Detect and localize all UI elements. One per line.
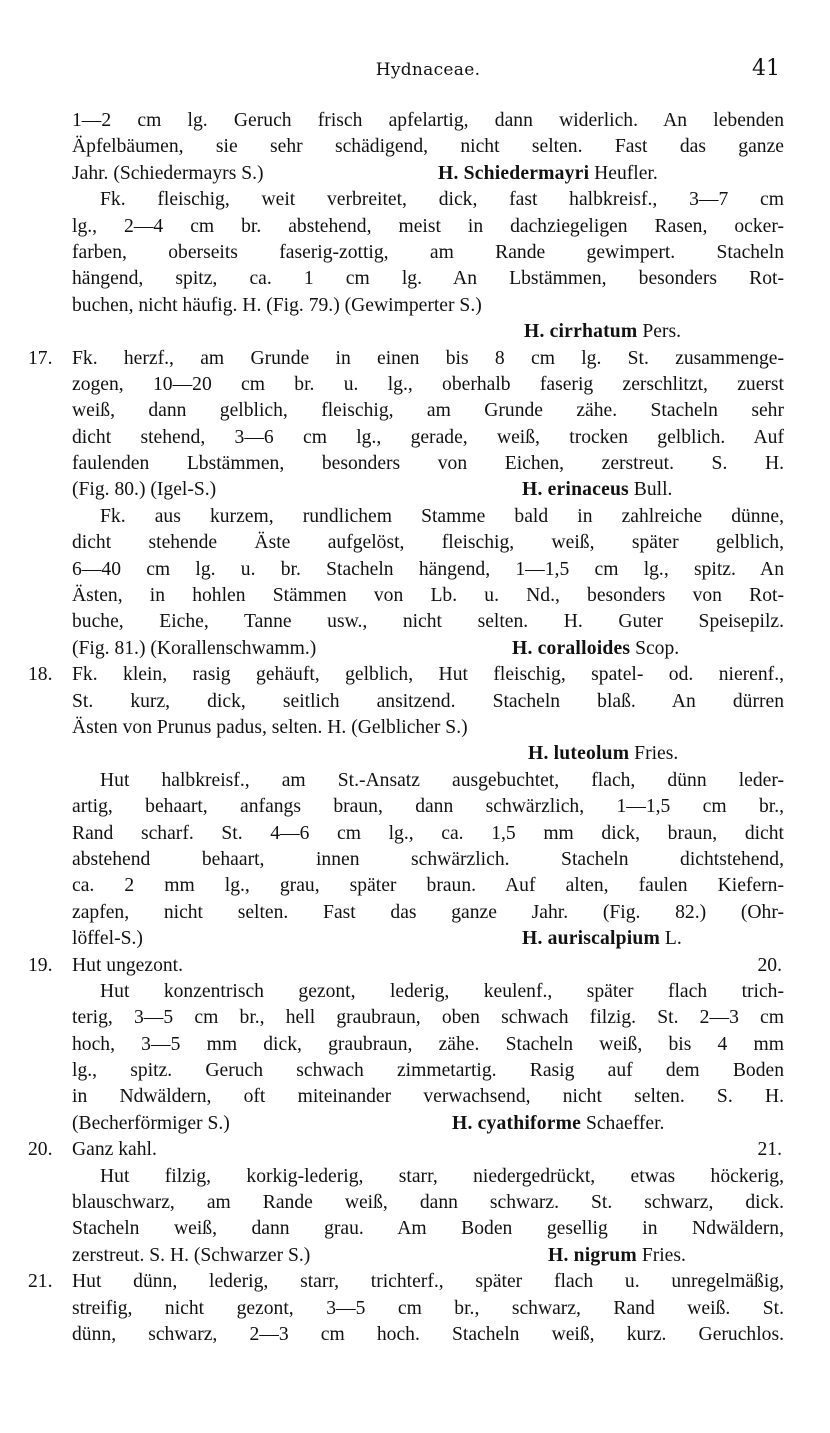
entry-number: 21. [28,1271,53,1293]
entry-number: 18. [28,664,53,686]
species-name-cyathiforme: H. cyathiforme Schaeffer. [452,1112,665,1134]
text-line: Fk. aus kurzem, rundlichem Stamme bald in zahlreiche dünne, [100,505,784,527]
text-line: lg., spitz. Geruch schwach zimmetartig. Rasig auf dem Boden [72,1060,784,1082]
page [28,56,784,1348]
vernacular-name: (Fig. 80.) (Igel-S.) [72,479,217,501]
text-line: hängend, spitz, ca. 1 cm lg. An Lbstämmen, besonders Rot- [72,268,784,290]
text-line: hoch, 3—5 mm dick, graubraun, zähe. Stacheln weiß, bis 4 mm [72,1033,784,1055]
entry-reference: 21. [757,1139,782,1161]
text-line: terig, 3—5 cm br., hell graubraun, oben schwach filzig. St. 2—3 cm [72,1007,784,1029]
text-line: lg., 2—4 cm br. abstehend, meist in dachziegeligen Rasen, ocker- [72,215,784,237]
text-line: ca. 2 mm lg., grau, später braun. Auf alten, faulen Kiefern- [72,875,784,897]
entry-number: 17. [28,347,53,369]
text-line: dicht stehend, 3—6 cm lg., gerade, weiß, trocken gelblich. Auf [72,426,784,448]
vernacular-name: zerstreut. S. H. (Schwarzer S.) [72,1244,311,1266]
text-line: 21. Hut dünn, lederig, starr, trichterf., später flach u. unregelmäßig, [72,1269,784,1295]
text-line: dicht stehende Äste aufgelöst, fleischig, weiß, später gelblich, [72,532,784,554]
text-line: artig, behaart, anfangs braun, dann schwärzlich, 1—1,5 cm br., [72,796,784,818]
text-line: Äpfelbäumen, sie sehr schädigend, nicht selten. Fast das ganze [72,136,784,158]
text-line: 6—40 cm lg. u. br. Stacheln hängend, 1—1,5 cm lg., spitz. An [72,558,784,580]
text-line: buchen, nicht häufig. H. (Fig. 79.) (Gewimperter S.) [72,294,482,316]
species-line [72,161,784,187]
entry-number: 19. [28,954,53,976]
text-line: Ästen, in hohlen Stämmen von Lb. u. Nd., besonders von Rot- [72,585,784,607]
species-name-erinaceus: H. erinaceus Bull. [522,479,673,501]
text-line: Rand scharf. St. 4—6 cm lg., ca. 1,5 mm dick, braun, dicht [72,822,784,844]
running-title: Hydnaceae. [375,60,481,80]
species-line [72,636,784,662]
vernacular-name: löffel-S.) [72,928,143,950]
species-line [72,1243,784,1269]
text-line: Ästen von Prunus padus, selten. H. (Gelblicher S.) [72,716,468,738]
page-header [72,56,784,96]
text-line: abstehend behaart, innen schwärzlich. Stacheln dichtstehend, [72,848,784,870]
vernacular-name: (Becherförmiger S.) [72,1112,230,1134]
text-line: farben, oberseits faserig-zottig, am Rande gewimpert. Stacheln [72,241,784,263]
species-line [72,741,784,767]
text-line: in Ndwäldern, oft miteinander verwachsend, nicht selten. S. H. [72,1086,784,1108]
entry-reference: 20. [757,954,782,976]
text-line: faulenden Lbstämmen, besonders von Eichen, zerstreut. S. H. [72,453,784,475]
text-line: weiß, dann gelblich, fleischig, am Grunde zähe. Stacheln sehr [72,400,784,422]
species-line [72,926,784,952]
text-line: Hut filzig, korkig-lederig, starr, niedergedrückt, etwas höckerig, [100,1165,784,1187]
text-line: St. kurz, dick, seitlich ansitzend. Stacheln blaß. An dürren [72,690,784,712]
text-line: Stacheln weiß, dann grau. Am Boden gesellig in Ndwäldern, [72,1218,784,1240]
text-line: Fk. fleischig, weit verbreitet, dick, fast halbkreisf., 3—7 cm [100,189,784,211]
text-line: 17. Fk. herzf., am Grunde in einen bis 8 cm lg. St. zusammenge- [72,346,784,372]
species-name-auriscalpium: H. auriscalpium L. [522,928,682,950]
text-line: Hut halbkreisf., am St.-Ansatz ausgebuchtet, flach, dünn leder- [100,769,784,791]
species-line [72,477,784,503]
text-line: 18. Fk. klein, rasig gehäuft, gelblich, Hut fleischig, spatel- od. nierenf., [72,662,784,688]
text-line: 20. Ganz kahl. 21. [72,1137,784,1163]
text-line: buche, Eiche, Tanne usw., nicht selten. H. Guter Speisepilz. [72,611,784,633]
text-line: zapfen, nicht selten. Fast das ganze Jahr. (Fig. 82.) (Ohr- [72,901,784,923]
species-name-luteolum: H. luteolum Fries. [528,743,679,765]
text-line: Hut konzentrisch gezont, lederig, keulenf., später flach trich- [100,980,784,1002]
species-line [72,319,784,345]
vernacular-name: Jahr. (Schiedermayrs S.) [72,162,264,184]
entry-number: 20. [28,1139,53,1161]
species-name-coralloides: H. coralloides Scop. [512,637,680,659]
text-line: 19. Hut ungezont. 20. [72,953,784,979]
text-line: blauschwarz, am Rande weiß, dann schwarz. St. schwarz, dick. [72,1192,784,1214]
text-line: 1—2 cm lg. Geruch frisch apfelartig, dann widerlich. An lebenden [72,110,784,131]
text-line: zogen, 10—20 cm br. u. lg., oberhalb faserig zerschlitzt, zuerst [72,373,784,395]
vernacular-name: (Fig. 81.) (Korallenschwamm.) [72,637,317,659]
text-line: streifig, nicht gezont, 3—5 cm br., schwarz, Rand weiß. St. [72,1297,784,1319]
text-line: dünn, schwarz, 2—3 cm hoch. Stacheln weiß, kurz. Geruchlos. [72,1323,784,1345]
page-number: 41 [752,56,780,81]
species-line [72,1111,784,1137]
species-name-cirrhatum: H. cirrhatum Pers. [524,321,681,343]
species-name-nigrum: H. nigrum Fries. [548,1244,686,1266]
species-name-schiedermayri: H. Schiedermayri Heufler. [438,162,658,184]
